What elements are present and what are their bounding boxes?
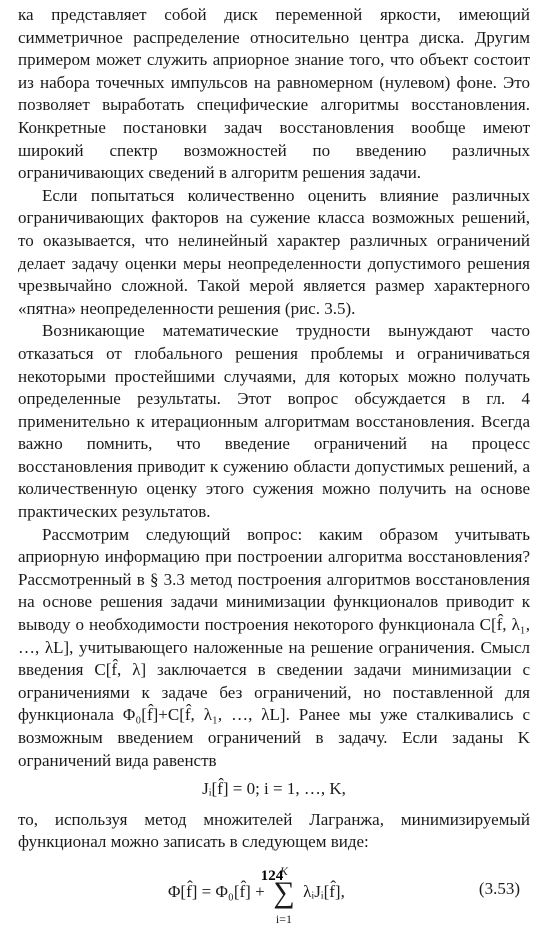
paragraph-4: Рассмотрим следующий вопрос: каким образом учитывать априорную информацию при построении алгоритма восстановления? Рассмотренный в § 3.3 метод построения алгоритмов восстановления на основе решения задачи минимизации функционалов приводит к выводу о необходимости построения некоторого функционала C[f̂, λ₁, …, λL], учитывающего наложенные на решение ограничения. Смысл введения C[f̂, λ] заключается в сведении задачи минимизации с ограничениями к задаче без ограничений, но поставленной для функционала Φ₀[f̂]+C[f̂, λ₁, …, λL]. Ранее мы уже сталкивались с возможным введением ограничений в задачу. Если заданы K ограничений вида равенств [18, 524, 530, 770]
page-body [18, 4, 530, 924]
equation-number: (3.53) [478, 878, 520, 898]
sum-lower-limit: i=1 [275, 911, 292, 926]
page-number: 124 [260, 868, 284, 884]
equation-constraints: Jᵢ[f̂] = 0; i = 1, …, K, [202, 779, 346, 799]
paragraph-5: то, используя метод множителей Лагранжа, минимизируемый функционал можно записать в следующем виде: [18, 809, 530, 852]
paragraph-1: ка представляет собой диск переменной яркости, имеющий симметричное распределение относительно центра диска. Другим примером может служить априорное знание того, что объект состоит из набора точечных импульсов на равномерном (нулевом) фоне. Это позволяет выработать специфические алгоритмы восстановления. Конкретные постановки задач восстановления вообще имеют широкий спектр возможностей по введению различных ограничивающих сведений в алгоритм решения задачи. [18, 5, 530, 183]
sum-upper-limit: K [279, 863, 288, 878]
sum-sign: ∑ [273, 875, 295, 909]
equation-rhs: λᵢJᵢ[f̂], [303, 881, 345, 901]
paragraph-3: Возникающие математические трудности вынуждают часто отказаться от глобального решения проблемы и ограничиваться некоторыми простейшими случаями, для которых можно получать определенные результаты. Этот вопрос обсуждается в гл. 4 применительно к итерационным алгоритмам восстановления. Всегда важно помнить, что введение ограничений на процесс восстановления приводит к сужению области допустимых решений, а количественную оценку этого сужения можно получить на основе практических результатов. [18, 321, 530, 522]
paragraph-2: Если попытаться количественно оценить влияние различных ограничивающих факторов на сужение класса возможных решений, то оказывается, что нелинейный характер различных ограничений делает задачу оценки меры неопределенности допустимого решения чрезвычайно сложной. Такой мерой является размер характерного «пятна» неопределенности решения (рис. 3.5). [18, 185, 530, 318]
equation-lhs: Φ[f̂] = Φ₀[f̂] + [168, 881, 265, 901]
